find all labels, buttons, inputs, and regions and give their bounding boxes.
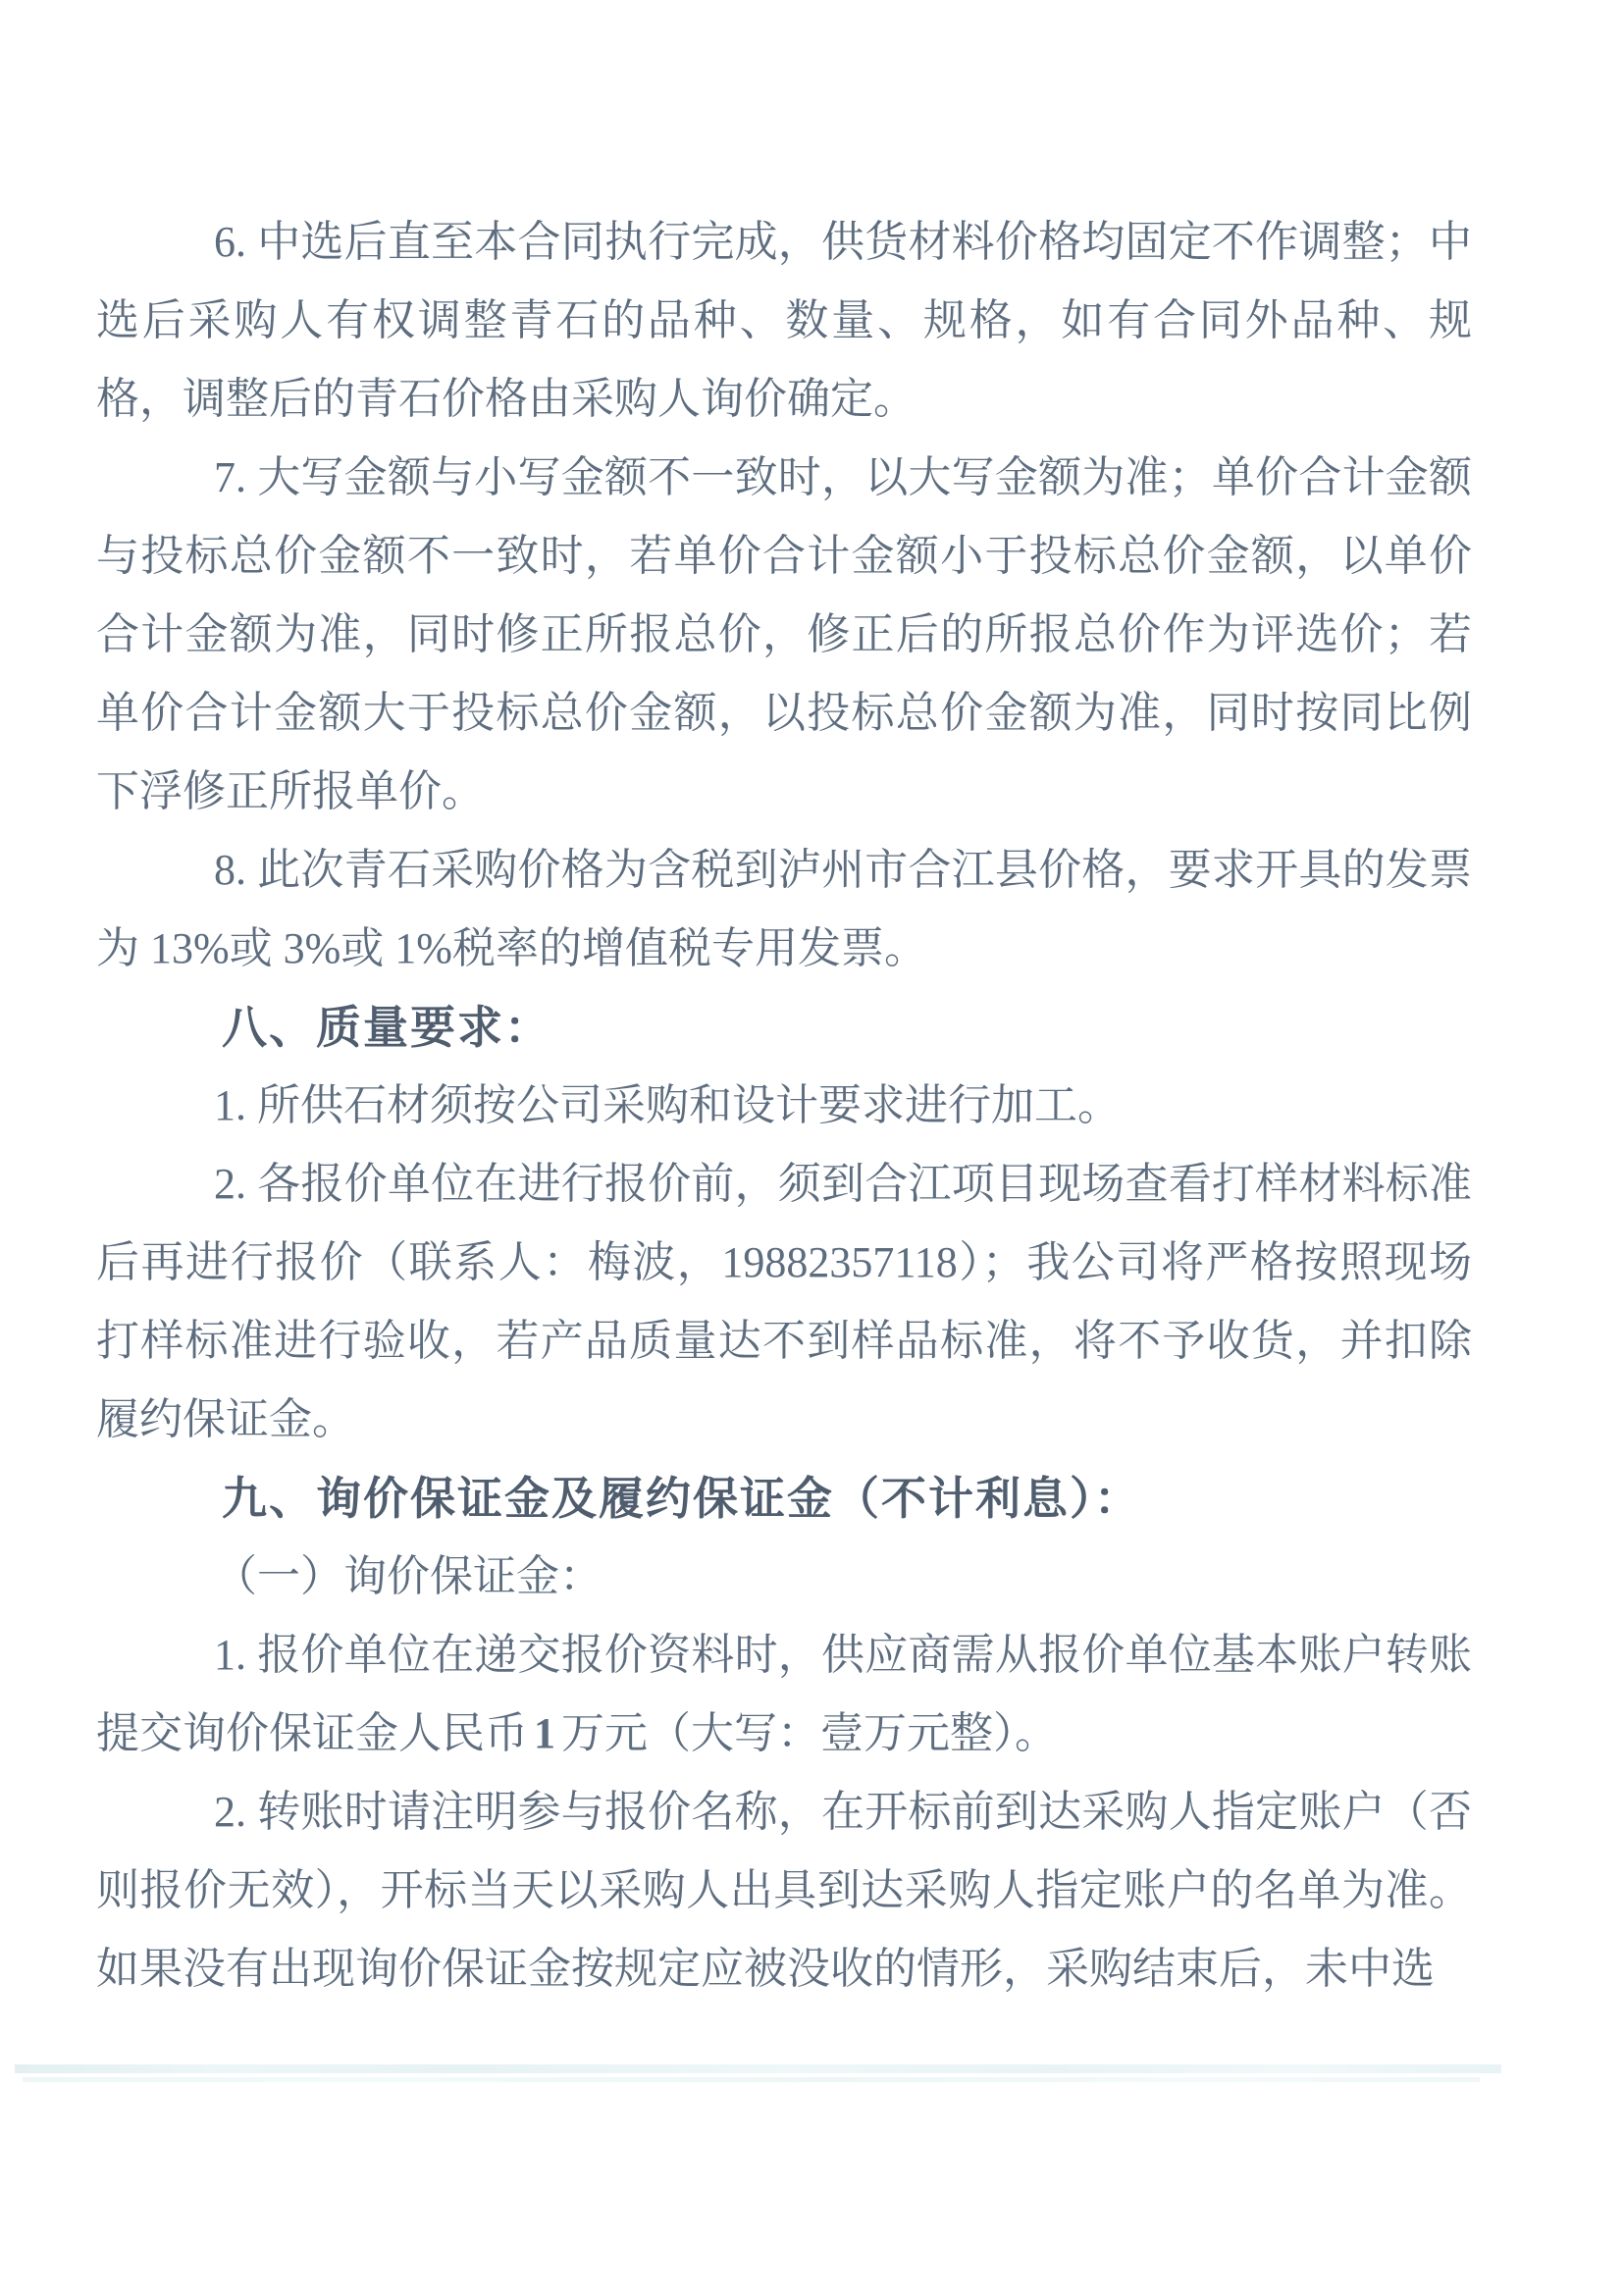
scan-artifact-stripe bbox=[23, 2077, 1480, 2082]
document-body bbox=[96, 203, 1472, 2009]
clause-8 bbox=[96, 831, 1472, 988]
scan-artifact bbox=[15, 2064, 1501, 2086]
bold-text-segment: 1 bbox=[534, 1709, 555, 1757]
section-9-heading bbox=[96, 1459, 1472, 1538]
text-segment: 八、质量要求： bbox=[222, 1002, 551, 1053]
text-segment: 2. 各报价单位在进行报价前，须到合江项目现场查看打样材料标准后再进行报价（联系人：梅波，19882357118）；我公司将严格按照现场打样标准进行验收，若产品质量达不到样品标准，将不予收货，并扣除履约保证金。 bbox=[96, 1160, 1472, 1443]
deposit-clause-2 bbox=[96, 1773, 1472, 2009]
text-segment: 8. 此次青石采购价格为含税到泸州市合江县价格，要求开具的发票为 13%或 3%或 1%税率的增值税专用发票。 bbox=[96, 846, 1472, 972]
quality-requirement-1 bbox=[96, 1067, 1472, 1145]
text-segment: 2. 转账时请注明参与报价名称，在开标前到达采购人指定账户（否则报价无效），开标当天以采购人出具到达采购人指定账户的名单为准。如果没有出现询价保证金按规定应被没收的情形，采购结束后，未中选 bbox=[96, 1788, 1472, 1993]
clause-6 bbox=[96, 203, 1472, 439]
text-segment: 九、询价保证金及履约保证金（不计利息）： bbox=[222, 1473, 1141, 1524]
text-segment: 7. 大写金额与小写金额不一致时，以大写金额为准；单价合计金额与投标总价金额不一致时，若单价合计金额小于投标总价金额，以单价合计金额为准，同时修正所报总价，修正后的所报总价作为评选价；若单价合计金额大于投标总价金额，以投标总价金额为准，同时按同比例下浮修正所报单价。 bbox=[96, 453, 1472, 815]
text-segment: 6. 中选后直至本合同执行完成，供货材料价格均固定不作调整；中选后采购人有权调整青石的品种、数量、规格，如有合同外品种、规格，调整后的青石价格由采购人询价确定。 bbox=[96, 218, 1472, 423]
text-segment: （一）询价保证金： bbox=[214, 1552, 602, 1600]
deposit-clause-1 bbox=[96, 1616, 1472, 1773]
quality-requirement-2 bbox=[96, 1145, 1472, 1459]
text-segment: 1. 所供石材须按公司采购和设计要求进行加工。 bbox=[214, 1081, 1121, 1129]
text-segment: 万元（大写：壹万元整）。 bbox=[561, 1709, 1058, 1757]
section-8-heading bbox=[96, 988, 1472, 1067]
scan-artifact-stripe bbox=[15, 2064, 1501, 2073]
text-segment: 1. 报价单位在递交报价资料时，供应商需从报价单位基本账户转账提交询价保证金人民币 bbox=[96, 1631, 1472, 1757]
subsection-1-heading bbox=[96, 1538, 1472, 1616]
clause-7 bbox=[96, 439, 1472, 831]
